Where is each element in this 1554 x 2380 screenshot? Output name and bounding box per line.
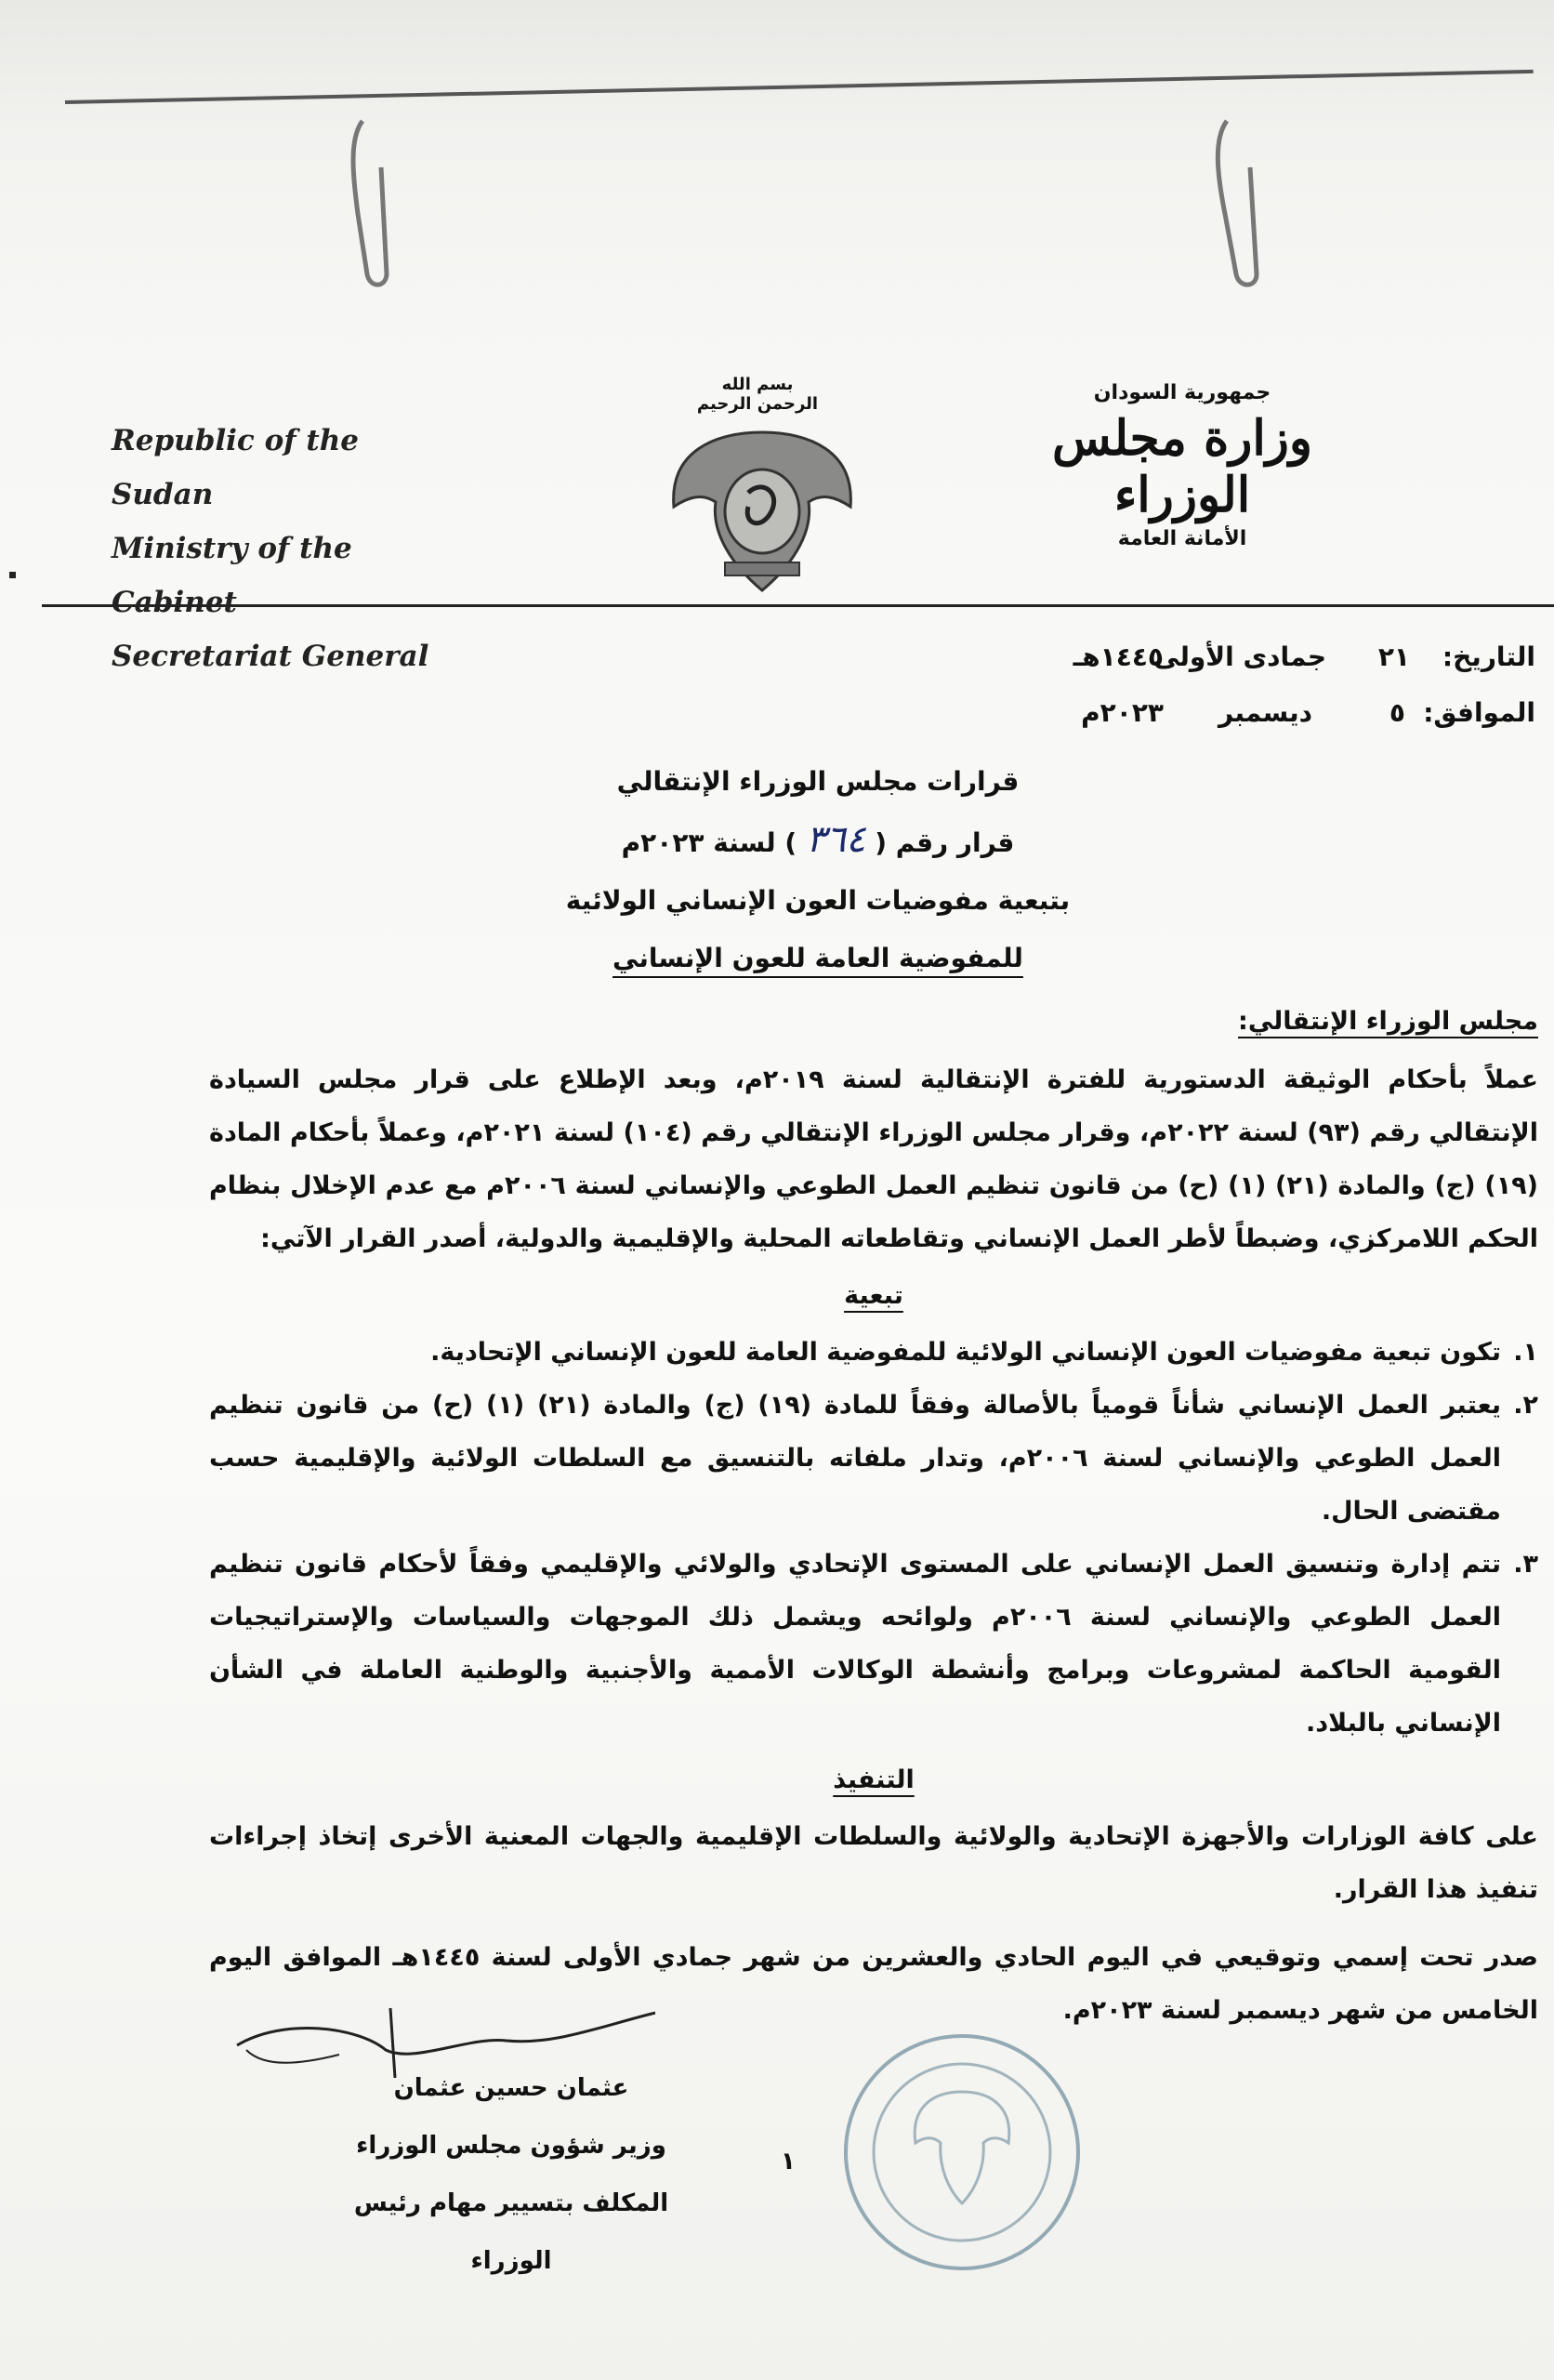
letterhead-republic: Republic of the Sudan [112, 424, 359, 511]
arabic-secretariat: الأمانة العامة [1117, 527, 1247, 550]
section-execution-heading: التنفيذ [833, 1765, 915, 1794]
item-text: يعتبر العمل الإنساني شأناً قومياً بالأصالة وفقاً للمادة (١٩) (ج) والمادة (٢١) (١) (ح) من قانون تنظيم العمل الطوعي والإنساني لسنة ٢٠٠٦م، وتدار ملفاته بالتنسيق مع السلطات الولائية والإقليمية حسب مقتضى الحال. [209, 1391, 1501, 1526]
hijri-label: التاريخ: [1442, 641, 1535, 672]
arabic-republic: جمهورية السودان [1093, 381, 1271, 404]
arabic-ministry: وزارة مجلس الوزراء [1051, 410, 1313, 523]
sudan-emblem-icon [660, 414, 864, 600]
signature-block [316, 2059, 706, 2290]
header-rule [42, 604, 1554, 607]
gregorian-label: الموافق: [1423, 697, 1535, 728]
paperclip-icon [1208, 112, 1283, 298]
list-item [209, 1538, 1538, 1750]
council-heading: مجلس الوزراء الإنتقالي: [1238, 1007, 1538, 1036]
decisions-title: قرارات مجلس الوزراء الإنتقالي [616, 766, 1020, 797]
letterhead-ministry: Ministry of the Cabinet [112, 532, 352, 619]
page-mark: ١ [781, 2148, 796, 2175]
item-text: تكون تبعية مفوضيات العون الإنساني الولائية للمفوضية العامة للعون الإنساني الإتحادية. [430, 1338, 1501, 1367]
item-number: ٣. [1513, 1550, 1538, 1579]
official-stamp-icon [836, 2027, 1087, 2278]
decision-suffix: ) لسنة ٢٠٢٣م [621, 827, 797, 858]
letterhead-secretariat: Secretariat General [112, 640, 429, 673]
item-number: ٢. [1513, 1391, 1538, 1420]
execution-paragraph: على كافة الوزارات والأجهزة الإتحادية والولائية والسلطات الإقليمية والجهات المعنية الأخرى إتخاذ إجراءات تنفيذ هذا القرار. [209, 1822, 1538, 1904]
gregorian-day: ٥ [1389, 697, 1405, 728]
gregorian-month: ديسمبر [1218, 697, 1312, 728]
decision-number-handwritten: ٣٦٤ [805, 818, 866, 861]
english-letterhead [112, 414, 465, 683]
margin-dot [9, 572, 16, 578]
hijri-date-row [903, 641, 1554, 697]
decision-subject-line2: للمفوضية العامة للعون الإنساني [612, 943, 1023, 973]
item-text: تتم إدارة وتنسيق العمل الإنساني على المستوى الإتحادي والولائي والإقليمي وفقاً لأحكام قانون تنظيم العمل الطوعي والإنساني لسنة ٢٠٠٦م ولوائحه ويشمل ذلك الموجهات والسياسات والإستراتيجيات القومية الحاكمة لمشروعات وبرامج وأنشطة الوكالات الأممية والأجنبية والوطنية العاملة في الشأن الإنساني بالبلاد. [209, 1550, 1501, 1738]
gregorian-date-row [903, 697, 1554, 753]
section-affiliation-heading: تبعية [844, 1281, 903, 1310]
arabic-letterhead [996, 381, 1368, 550]
hijri-year: ١٤٤٥هـ [1073, 641, 1164, 672]
decision-prefix: قرار رقم ( [875, 827, 1015, 858]
hijri-month: جمادى الأولى [1153, 641, 1326, 672]
date-block [903, 641, 1554, 753]
basmala: بسم الله الرحمن الرحيم [696, 375, 819, 414]
signatory-role: المكلف بتسيير مهام رئيس الوزراء [353, 2189, 669, 2275]
hijri-day: ٢١ [1377, 641, 1410, 672]
decision-number-line [520, 811, 1115, 872]
issued-paragraph: صدر تحت إسمي وتوقيعي في اليوم الحادي والعشرين من شهر جمادي الأولى لسنة ١٤٤٥هـ الموافق اليوم الخامس من شهر ديسمبر لسنة ٢٠٢٣م. [209, 1943, 1538, 2025]
item-number: ١. [1513, 1338, 1538, 1367]
decision-subject-line1: بتبعية مفوضيات العون الإنساني الولائية [565, 885, 1071, 916]
decision-body [209, 995, 1538, 2037]
signatory-title: وزير شؤون مجلس الوزراء [356, 2132, 666, 2160]
gregorian-year: ٢٠٢٣م [1081, 697, 1164, 728]
list-item [209, 1326, 1538, 1379]
decision-titles [520, 753, 1115, 987]
paperclip-icon [344, 112, 409, 298]
signatory-name: عثمان حسين عثمان [393, 2074, 629, 2102]
top-torn-strip [0, 0, 1554, 139]
list-item [209, 1379, 1538, 1538]
preamble-paragraph: عملاً بأحكام الوثيقة الدستورية للفترة الإنتقالية لسنة ٢٠١٩م، وبعد الإطلاع على قرار مجلس السيادة الإنتقالي رقم (٩٣) لسنة ٢٠٢٢م، وقرار مجلس الوزراء الإنتقالي رقم (١٠٤) لسنة ٢٠٢١م، وعملاً بأحكام المادة (١٩) (ج) والمادة (٢١) (١) (ح) من قانون تنظيم العمل الطوعي والإنساني لسنة ٢٠٠٦م مع عدم الإخلال بنظام الحكم اللامركزي، وضبطاً لأطر العمل الإنساني وتقاطعاته المحلية والإقليمية والدولية، أصدر القرار الآتي: [209, 1065, 1538, 1253]
